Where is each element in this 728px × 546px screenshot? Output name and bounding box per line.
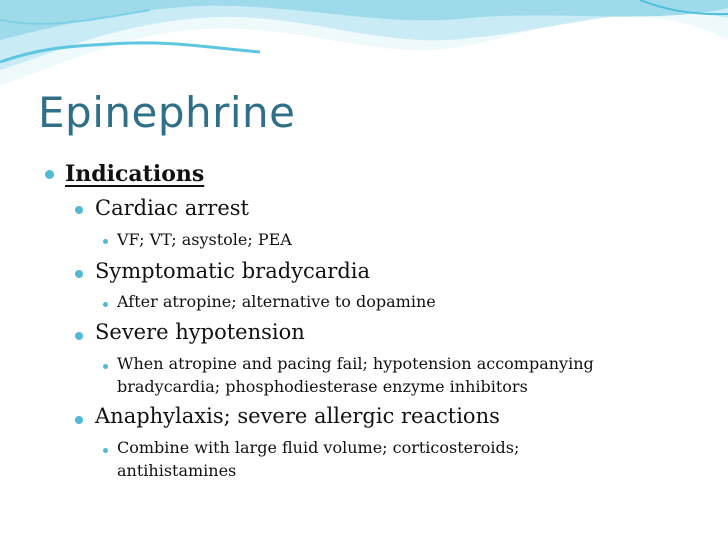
sub-list-item-continued: antihistamines	[117, 461, 237, 480]
bullet-icon	[103, 239, 108, 244]
list-item: Cardiac arrest	[95, 196, 249, 220]
bullet-icon	[75, 332, 83, 340]
page-title: Epinephrine	[38, 88, 296, 137]
sub-list-item-continued: bradycardia; phosphodiesterase enzyme inhibitors	[117, 377, 528, 396]
sub-list-item: VF; VT; asystole; PEA	[117, 230, 292, 249]
list-item: Anaphylaxis; severe allergic reactions	[95, 404, 500, 428]
bullet-icon	[75, 416, 83, 424]
bullet-icon	[45, 170, 54, 179]
list-item: Severe hypotension	[95, 320, 305, 344]
sub-list-item: When atropine and pacing fail; hypotension accompanying	[117, 354, 594, 373]
sub-list-item: After atropine; alternative to dopamine	[117, 292, 436, 311]
list-item: Symptomatic bradycardia	[95, 259, 371, 283]
sub-list-item: Combine with large fluid volume; corticosteroids;	[117, 438, 520, 457]
bullet-icon	[103, 364, 108, 369]
bullet-icon	[103, 448, 108, 453]
bullet-icon	[75, 206, 83, 214]
indications-heading: Indications	[65, 161, 205, 187]
bullet-icon	[75, 270, 83, 278]
bullet-icon	[103, 302, 108, 307]
